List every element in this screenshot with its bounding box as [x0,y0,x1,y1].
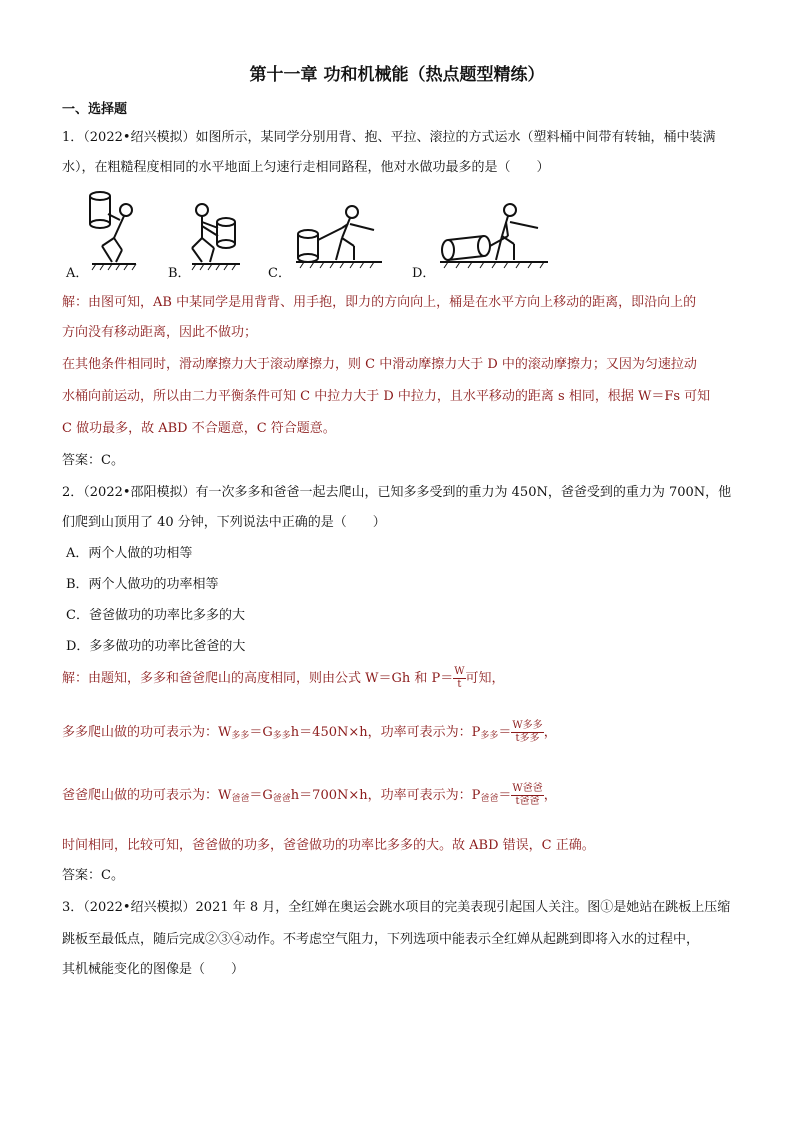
q3-stem-line2: 跳板至最低点，随后完成②③④动作。不考虑空气阻力，下列选项中能表示全红婵从起跳到即将入水的过程中， [62,932,700,947]
q1-figure-b-hold-in-arms [188,202,248,270]
subscript: 爸爸 [480,794,499,804]
q2-solution-line1-end: 可知， [465,671,505,686]
q1-option-b-label: B． [168,266,191,281]
q2-option-d: D．多多做功的功率比爸爸的大 [66,639,246,654]
baba-power-fraction [511,783,543,808]
power-formula-fraction [453,666,465,691]
q2-solution-line4: 时间相同，比较可知，爸爸做的功多，爸爸做功的功率比多多的大。故 ABD 错误，C 正确。 [62,838,595,853]
section-heading: 一、选择题 [62,102,128,117]
q2-sol2-text: h＝450N×h，功率可表示为：P [290,725,481,740]
fraction-numerator: W爸爸 [512,783,543,794]
q2-solution-line1 [62,664,505,694]
q1-option-c-label: C． [268,266,291,281]
q2-solution-line3 [62,781,557,814]
q2-sol3-text: ＝ [498,788,512,803]
subscript: 爸爸 [272,794,291,804]
q1-solution-line3: 在其他条件相同时，滑动摩擦力大于滚动摩擦力，则 C 中滑动摩擦力大于 D 中的滚动摩擦力；又因为匀速拉动 [62,357,697,372]
q2-answer: 答案：C。 [62,868,124,883]
q2-sol3-text: ＝G [249,788,273,803]
q1-figure-a-carry-on-back [86,190,146,270]
q2-solution-line2 [62,718,557,751]
q2-option-b: B．两个人做功的功率相等 [66,577,219,592]
q2-stem-line1: 2．（2022•邵阳模拟）有一次多多和爸爸一起去爬山，已知多多受到的重力为 450N，爸爸受到的重力为 700N，他 [62,485,732,500]
subscript: 多多 [272,731,291,741]
q1-solution-line1: 解：由图可知，AB 中某同学是用背背、用手抱，即力的方向向上，桶是在水平方向上移动的距离，即沿向上的 [62,295,697,310]
subscript: 多多 [231,731,250,741]
q2-sol3-text: ， [543,788,557,803]
q2-sol2-text: ＝G [249,725,273,740]
fraction-numerator: W [454,666,465,677]
q1-figure-d-roll-drag [438,200,550,270]
q1-answer: 答案：C。 [62,453,124,468]
q3-stem-line3: 其机械能变化的图像是（ ） [62,962,245,977]
q2-sol2-text: ＝ [498,725,512,740]
q2-stem-line2: 们爬到山顶用了 40 分钟，下列说法中正确的是（ ） [62,515,386,530]
subscript: 爸爸 [231,794,250,804]
q2-solution-line1-text: 解：由题知，多多和爸爸爬山的高度相同，则由公式 W＝Gh 和 P＝ [62,671,454,686]
q2-sol3-text: 爸爸爬山做的功可表示为：W [62,788,232,803]
q1-stem-line1: 1．（2022•绍兴模拟）如图所示，某同学分别用背、抱、平拉、滚拉的方式运水（塑料桶中间带有转轴，桶中装满 [62,130,716,145]
q2-sol2-text: ， [543,725,557,740]
q1-figure-c-drag-flat [294,202,384,270]
duoduo-power-fraction [511,720,543,745]
q1-solution-line2: 方向没有移动距离，因此不做功； [62,325,258,340]
fraction-denominator: t [457,679,462,690]
q2-sol2-text: 多多爬山做的功可表示为：W [62,725,232,740]
q2-sol3-text: h＝700N×h，功率可表示为：P [290,788,481,803]
page-title: 第十一章 功和机械能（热点题型精练） [249,65,545,85]
q2-option-c: C．爸爸做功的功率比多多的大 [66,608,245,623]
fraction-numerator: W多多 [512,720,543,731]
q1-option-a-label: A． [66,266,89,281]
q2-option-a: A．两个人做的功相等 [66,546,193,561]
q1-solution-line5: C 做功最多，故 ABD 不合题意，C 符合题意。 [62,421,336,436]
q1-option-d-label: D． [412,266,436,281]
q1-solution-line4: 水桶向前运动，所以由二力平衡条件可知 C 中拉力大于 D 中拉力，且水平移动的距离 s 相同，根据 W＝Fs 可知 [62,389,711,404]
fraction-denominator: t多多 [515,733,540,744]
q1-stem-line2: 水），在粗糙程度相同的水平地面上匀速行走相同路程，他对水做功最多的是（ ） [62,160,550,175]
fraction-denominator: t爸爸 [515,796,540,807]
q3-stem-line1: 3．（2022•绍兴模拟）2021 年 8 月，全红婵在奥运会跳水项目的完美表现引起国人关注。图①是她站在跳板上压缩 [62,900,731,915]
subscript: 多多 [480,731,499,741]
